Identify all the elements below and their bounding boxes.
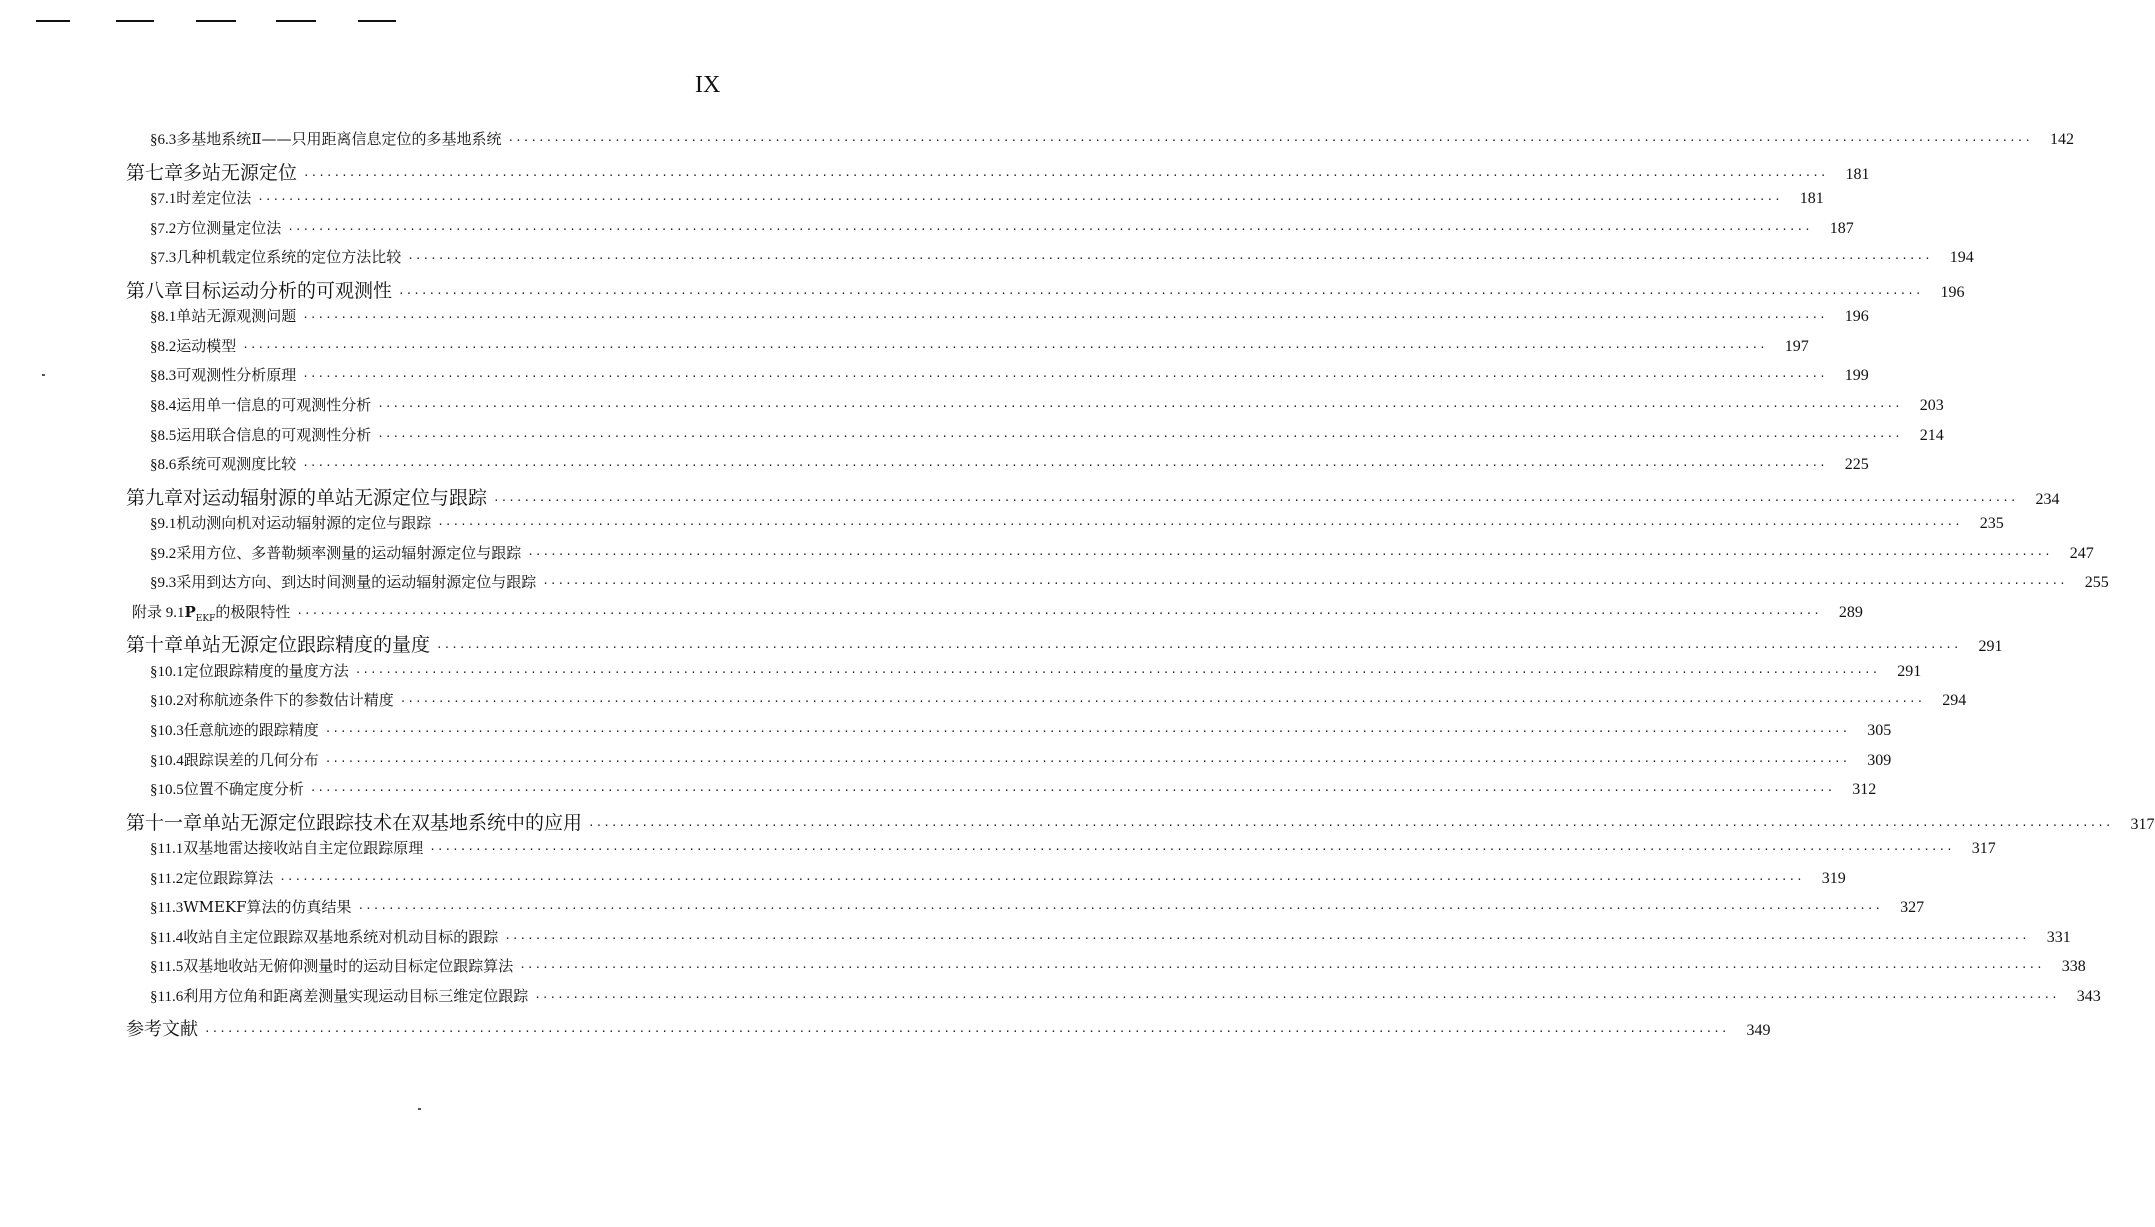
toc-entry[interactable] <box>150 394 1944 422</box>
toc-entry[interactable] <box>150 955 2086 983</box>
toc-entry-number: §8.1 <box>150 309 177 326</box>
toc-entry-page: 203 <box>1919 396 1944 414</box>
toc-leader-dots: ········································································································································································································ <box>302 311 1827 325</box>
toc-leader-dots: ········································································································································································································ <box>534 990 2059 1004</box>
toc-entry-number: §11.3 <box>150 900 184 917</box>
toc-entry-page: 235 <box>1979 515 2004 533</box>
toc-entry-page: 199 <box>1844 367 1869 385</box>
toc-entry-page: 319 <box>1821 869 1846 887</box>
toc-leader-dots: ········································································································································································································ <box>437 518 1962 532</box>
toc-leader-dots: ········································································································································································································ <box>242 340 1767 354</box>
toc-entry[interactable] <box>126 158 1870 186</box>
toc-entry[interactable] <box>126 808 2155 836</box>
toc-entry-page: 196 <box>1844 308 1869 326</box>
toc-entry-title: 单站无源定位跟踪精度的量度 <box>183 634 431 657</box>
toc-entry-title: 单站无源定位跟踪技术在双基地系统中的应用 <box>202 811 583 834</box>
toc-entry-page: 317 <box>1971 840 1996 858</box>
toc-entry-number: §11.4 <box>150 929 184 946</box>
toc-entry-number: 第九章 <box>126 487 184 509</box>
toc-entry[interactable] <box>150 335 1809 363</box>
toc-leader-dots: ········································································································································································································ <box>588 818 2113 832</box>
toc-entry-number: §10.5 <box>150 782 184 799</box>
toc-entry-number: §8.6 <box>150 457 177 474</box>
toc-entry[interactable] <box>150 424 1944 452</box>
toc-leader-dots: ········································································································································································································ <box>493 493 2018 507</box>
toc-leader-dots: ········································································································································································································ <box>296 606 1821 620</box>
toc-leader-dots: ········································································································································································································ <box>407 252 1932 266</box>
toc-entry-title: 系统可观测度比较 <box>176 455 297 474</box>
toc-entry-title-subscript: EKF <box>195 613 216 624</box>
toc-entry-number: §7.3 <box>150 250 177 267</box>
toc-entry-number: §7.1 <box>150 191 177 208</box>
toc-leader-dots: ········································································································································································································ <box>519 961 2044 975</box>
toc-entry-page: 234 <box>2035 490 2060 508</box>
toc-entry[interactable] <box>150 453 1869 481</box>
toc-entry-page: 305 <box>1867 722 1892 739</box>
toc-leader-dots: ········································································································································································································ <box>204 1024 1729 1038</box>
toc-entry-title: 跟踪误差的几何分布 <box>183 750 319 769</box>
page-number: IX <box>695 72 721 98</box>
toc-leader-dots: ········································································································································································································ <box>507 134 2032 147</box>
toc-entry-page: 225 <box>1844 456 1869 474</box>
toc-entry-title: 可观测性分析原理 <box>176 366 297 385</box>
toc-entry-page: 317 <box>2130 815 2155 833</box>
toc-entry-number: §6.3 <box>150 132 177 148</box>
toc-leader-dots: ········································································································································································································ <box>377 429 1902 443</box>
toc-entry-number: §8.2 <box>150 338 177 355</box>
toc-entry-page: 247 <box>2069 544 2094 562</box>
toc-entry[interactable] <box>150 187 1824 215</box>
toc-entry-page: 312 <box>1852 781 1877 799</box>
toc-leader-dots: ········································································································································································································ <box>429 843 1954 857</box>
toc-entry[interactable] <box>150 305 1869 333</box>
toc-entry-title-symbol: P <box>184 602 196 621</box>
toc-entry-number: §10.3 <box>150 723 184 739</box>
toc-entry-title: 对称航迹条件下的参数估计精度 <box>183 691 394 710</box>
toc-entry-title: 运动模型 <box>176 336 237 355</box>
toc-entry-number: §8.5 <box>150 427 177 444</box>
toc-entry-number: §10.2 <box>150 693 184 710</box>
toc-leader-dots: ········································································································································································································ <box>377 399 1902 413</box>
toc-entry-page: 343 <box>2076 987 2101 1005</box>
toc-entry-title-rest: 的极限特性 <box>215 602 291 621</box>
toc-entry[interactable] <box>132 601 1863 629</box>
toc-entry-page: 255 <box>2084 574 2109 592</box>
toc-leader-dots: ········································································································································································································ <box>357 902 1883 916</box>
toc-entry[interactable] <box>150 926 2071 954</box>
toc-entry-page: 331 <box>2046 928 2071 946</box>
toc-entry[interactable] <box>150 542 2094 570</box>
toc-leader-dots: ········································································································································································································ <box>302 459 1827 473</box>
toc-entry-number: §9.1 <box>150 516 177 533</box>
toc-leader-dots: ········································································································································································································ <box>398 286 1923 300</box>
toc-entry-page: 291 <box>1978 638 2003 656</box>
toc-entry-number: 第十章 <box>126 635 184 657</box>
toc-entry-page: 214 <box>1919 426 1944 444</box>
toc-entry-title: 任意航迹的跟踪精度 <box>183 721 319 739</box>
toc-entry-page: 196 <box>1940 283 1965 301</box>
toc-entry-title: 多站无源定位 <box>183 161 298 184</box>
toc-entry-page: 289 <box>1838 603 1863 621</box>
toc-entry-title: 对运动辐射源的单站无源定位与跟踪 <box>183 486 488 509</box>
toc-entry-title: 采用到达方向、到达时间测量的运动辐射源定位与跟踪 <box>176 573 537 592</box>
toc-entry-title: 双基地雷达接收站自主定位跟踪原理 <box>183 839 424 858</box>
toc-entry-title: 目标运动分析的可观测性 <box>183 279 393 302</box>
toc-entry-number: §9.3 <box>150 575 177 592</box>
toc-entry-title: 定位跟踪算法 <box>183 868 274 887</box>
toc-entry-title: 利用方位角和距离差测量实现运动目标三维定位跟踪 <box>183 986 529 1005</box>
toc-entry-title: 收站自主定位跟踪双基地系统对机动目标的跟踪 <box>183 927 499 946</box>
toc-leader-dots: ········································································································································································································ <box>324 754 1850 768</box>
toc-entry[interactable] <box>150 512 2004 540</box>
toc-entry-title: 定位跟踪精度的量度方法 <box>183 661 349 680</box>
toc-entry-page: 197 <box>1784 337 1809 355</box>
toc-entry-number: §8.3 <box>150 368 177 385</box>
toc-entry-title <box>185 601 291 624</box>
toc-entry-page: 349 <box>1746 1021 1771 1039</box>
toc-entry[interactable] <box>150 364 1869 392</box>
toc-entry[interactable] <box>150 217 1854 245</box>
toc-leader-dots: ········································································································································································································ <box>303 168 1828 182</box>
toc-entry[interactable] <box>150 837 1996 865</box>
toc-entry-number: §11.6 <box>150 988 184 1005</box>
toc-entry-title: 方位测量定位法 <box>176 218 282 237</box>
toc-entry-title: 双基地收站无俯仰测量时的运动目标定位跟踪算法 <box>183 957 514 976</box>
toc-entry-number: §11.2 <box>150 870 184 887</box>
toc-entry-title: 运用单一信息的可观测性分析 <box>176 395 372 414</box>
toc-entry-number: §9.2 <box>150 545 177 562</box>
toc-entry-page: 181 <box>1845 165 1870 183</box>
toc-entry-number: 第七章 <box>126 162 184 184</box>
toc-leader-dots: ········································································································································································································ <box>542 577 2067 591</box>
toc-entry-title: 时差定位法 <box>176 189 252 208</box>
toc-entry[interactable] <box>150 867 1846 895</box>
toc-leader-dots: ········································································································································································································ <box>504 931 2029 945</box>
toc-entry-title: 位置不确定度分析 <box>183 780 304 799</box>
toc-entry-number: §11.1 <box>150 841 184 858</box>
toc-entry-number: 第十一章 <box>126 812 203 834</box>
toc-entry[interactable] <box>150 246 1974 274</box>
toc-entry-number: 第八章 <box>126 280 184 302</box>
toc-entry-page: 142 <box>2049 131 2074 148</box>
toc-leader-dots: ········································································································································································································ <box>302 370 1827 384</box>
toc-leader-dots: ········································································································································································································ <box>354 665 1880 679</box>
toc-entry[interactable] <box>150 128 2074 156</box>
toc-entry[interactable] <box>150 571 2109 599</box>
toc-entry-title: 采用方位、多普勒频率测量的运动辐射源定位与跟踪 <box>176 543 522 562</box>
toc-entry-title: 机动测向机对运动辐射源的定位与跟踪 <box>176 514 432 533</box>
toc-entry-number: §10.4 <box>150 752 184 769</box>
toc-entry-page: 327 <box>1900 899 1925 917</box>
toc-entry[interactable] <box>150 749 1892 777</box>
toc-leader-dots: ········································································································································································································ <box>527 547 2052 561</box>
scan-speck <box>42 374 45 376</box>
toc-leader-dots: ········································································································································································································ <box>436 641 1961 655</box>
toc-entry-number: §8.4 <box>150 397 177 414</box>
scan-speck <box>418 1108 421 1110</box>
toc-entry[interactable] <box>150 778 1877 806</box>
toc-entry-number: §7.2 <box>150 220 177 237</box>
toc-entry[interactable] <box>150 985 2101 1013</box>
toc-entry-number: §10.1 <box>150 663 184 680</box>
toc-entry-title: 运用联合信息的可观测性分析 <box>176 425 372 444</box>
toc-entry[interactable] <box>126 630 2003 658</box>
toc-entry-page: 181 <box>1799 190 1824 208</box>
toc-entry-page: 338 <box>2061 958 2086 976</box>
toc-entry-page: 194 <box>1949 249 1974 267</box>
toc-entry-number: 附录 9.1 <box>132 604 185 621</box>
toc-entry-title: 多基地系统Ⅱ——只用距离信息定位的多基地系统 <box>176 130 502 148</box>
toc-entry[interactable] <box>150 660 1922 688</box>
toc-entry[interactable] <box>150 689 1967 717</box>
toc-entry-title: WMEKF算法的仿真结果 <box>183 898 352 917</box>
toc-entry[interactable] <box>126 1015 1771 1043</box>
toc-entry[interactable] <box>150 719 1892 747</box>
toc-entry-page: 309 <box>1867 751 1892 769</box>
toc-leader-dots: ········································································································································································································ <box>279 872 1804 886</box>
toc-entry[interactable] <box>150 896 1925 924</box>
toc-leader-dots: ········································································································································································································ <box>287 222 1812 236</box>
toc-entry-page: 291 <box>1897 662 1922 680</box>
toc-entry[interactable] <box>126 276 1965 304</box>
toc-entry-title: 单站无源观测问题 <box>176 307 297 326</box>
toc-entry[interactable] <box>126 483 2060 511</box>
toc-leader-dots: ········································································································································································································ <box>257 193 1782 207</box>
toc-leader-dots: ········································································································································································································ <box>309 784 1835 798</box>
toc-entry-page: 294 <box>1942 692 1967 710</box>
toc-entry-page: 187 <box>1829 219 1854 237</box>
toc-entry-number: §11.5 <box>150 959 184 976</box>
toc-leader-dots: ········································································································································································································ <box>399 695 1925 709</box>
toc-leader-dots: ········································································································································································································ <box>324 725 1850 738</box>
toc-entry-title: 参考文献 <box>126 1018 198 1040</box>
toc-entry-title: 几种机载定位系统的定位方法比较 <box>176 248 402 267</box>
